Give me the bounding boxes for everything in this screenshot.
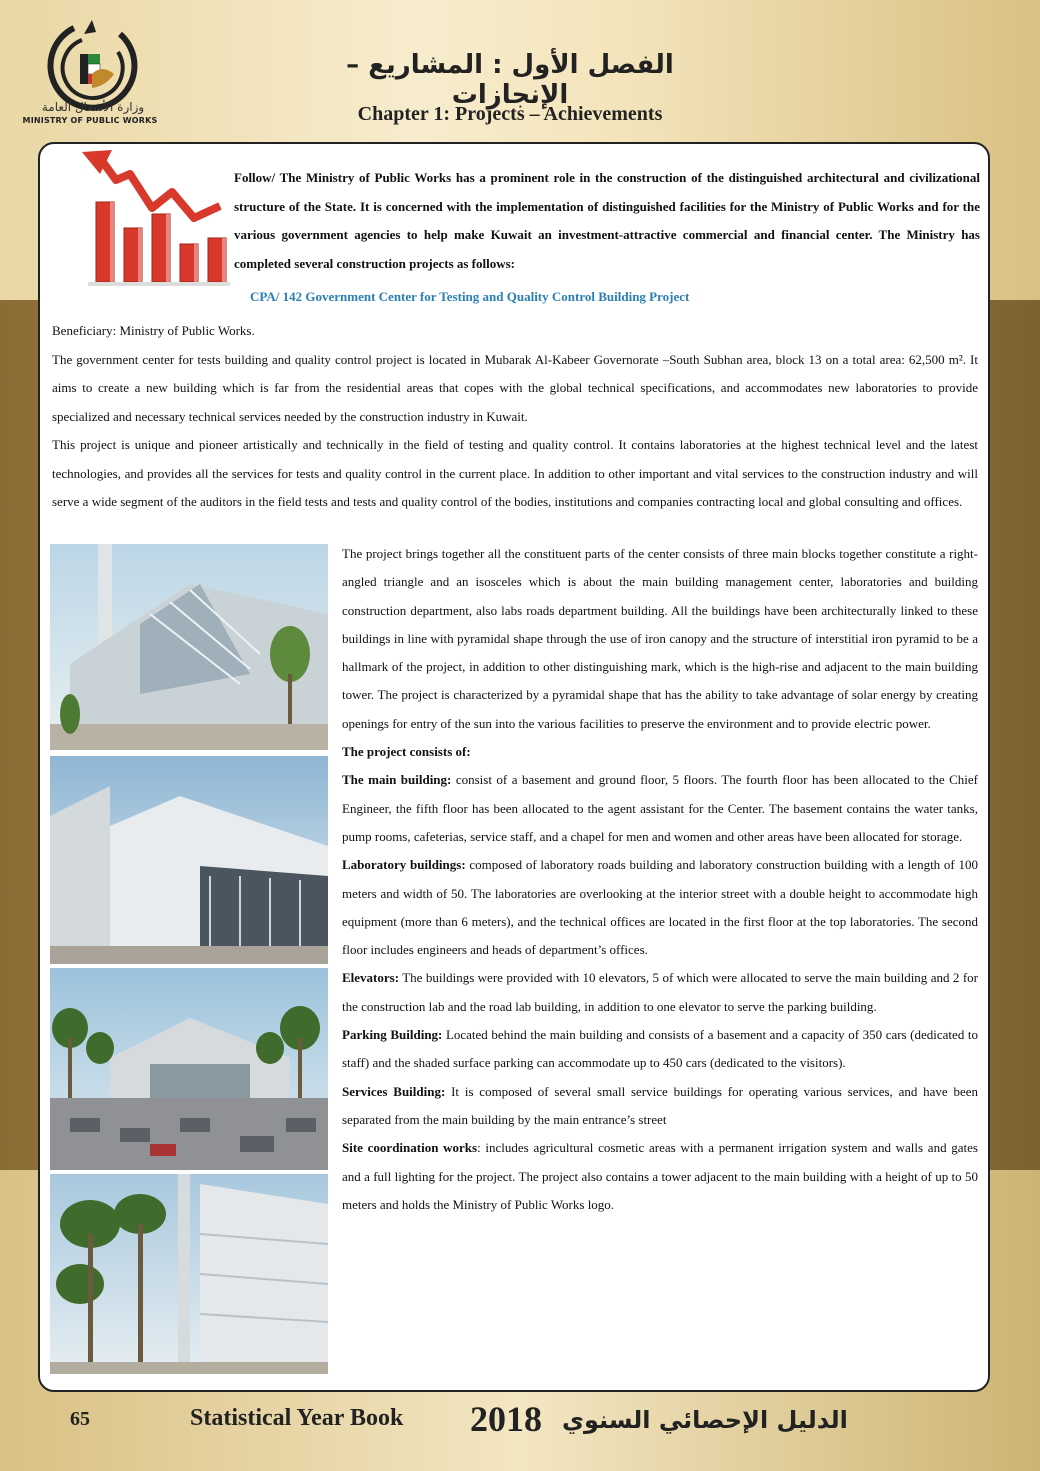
footer-title-arabic: الدليل الإحصائي السنوي — [562, 1406, 848, 1434]
laboratory-item: Laboratory buildings: composed of laboratory roads building and laboratory construction building with a length of 100 meters and width of 50. The laboratories are overlooking at the interior street with a double height to accommodate high equipment (more than 6 meters), and the technical offices are located in the first floor at the top laboratories. The second floor includes engineers and heads of department’s offices. — [342, 857, 978, 958]
footer-year: 2018 — [470, 1399, 542, 1439]
services-item: Services Building: It is composed of several small service buildings for operating various services, and have been separated from the main building by the main entrance’s street — [342, 1083, 978, 1127]
overview-paragraph: The project brings together all the constituent parts of the center consists of three main blocks together constitute a right-angled triangle and an isosceles which is about the main building management center, laboratories and building construction department, also labs roads department building. All the buildings have been architecturally linked to these buildings in line with pyramidal shape through the use of iron canopy and the structure of interstitial iron pyramid to be a hallmark of the project, in addition to other distinguishing mark, which is the high-rise and adjacent to the main building tower. The project is characterized by a pyramidal shape that has the ability to take advantage of solar energy by creating openings for entry of the sun into the various facilities to preserve the environment and to provide electric power. — [342, 546, 978, 731]
building-photo-2 — [50, 756, 328, 964]
intro-paragraph: Follow/ The Ministry of Public Works has a prominent role in the construction of the distinguished architectural and civilizational structure of the State. It is concerned with the implementation of distinguished facilities for the Ministry of Public Works and for the various government agencies to help make Kuwait an investment-attractive commercial and financial center. The Ministry has completed several construction projects as follows: — [234, 170, 980, 271]
main-building-item: The main building: consist of a basement and ground floor, 5 floors. The fourth floor has been allocated to the Chief Engineer, the fifth floor has been allocated to the agent assistant for the Center. The basement contains the water tanks, pump rooms, cafeterias, service staff, and a chapel for men and women and other areas have been allocated for storage. — [342, 772, 978, 844]
site-works-item: Site coordination works: includes agricultural cosmetic areas with a permanent irrigation system and walls and gates and a full lighting for the project. The project also contains a tower adjacent to the main building with a height of up to 50 meters and holds the Ministry of Public Works logo. — [342, 1140, 978, 1212]
chapter-title-arabic: الفصل الأول : المشاريع – الإنجازات — [346, 50, 674, 110]
logo-arabic-text: وزارة الأشغال العامة — [41, 100, 145, 114]
page-number: 65 — [70, 1408, 90, 1430]
building-photo-4 — [50, 1174, 328, 1374]
footer-title: Statistical Year Book — [190, 1405, 404, 1431]
uniqueness-paragraph: This project is unique and pioneer artistically and technically in the field of testing and quality control. It contains laboratories at the highest technical level and the latest technologies, and provides all the services for tests and quality control in the current place. In addition to other important and vital services to the construction industry and will serve a wide segment of the auditors in the field tests and tests and quality control of the bodies, institutions and companies contracting local and global consulting and offices. — [52, 437, 978, 509]
chapter-title: Chapter 1: Projects – Achievements — [357, 103, 663, 125]
project-title: CPA/ 142 Government Center for Testing and Quality Control Building Project — [250, 289, 690, 304]
content-card — [38, 142, 990, 1392]
project-details — [342, 540, 978, 1219]
parking-item: Parking Building: Located behind the main building and consists of a basement and a capacity of 350 cars (dedicated to staff) and the shaded surface parking can accommodate up to 450 cars (dedicated to the visitors). — [342, 1027, 978, 1071]
description-block — [52, 317, 978, 517]
declining-chart-icon — [60, 148, 235, 288]
logo-english-text: MINISTRY OF PUBLIC WORKS — [22, 116, 158, 125]
beneficiary-text: Beneficiary: Ministry of Public Works. — [52, 323, 255, 338]
elevators-item: Elevators: The buildings were provided with 10 elevators, 5 of which were allocated to serve the main building and 2 for the construction lab and the road lab building, in addition to one elevator to serve the parking building. — [342, 970, 978, 1014]
building-photo-1 — [50, 544, 328, 750]
location-paragraph: The government center for tests building and quality control project is located in Mubarak Al-Kabeer Governorate –South Subhan area, block 13 on a total area: 62,500 m². It aims to create a new building which is far from the residential areas that copes with the global technical specifications, and accommodates new laboratories to provide specialized and necessary technical services needed by the construction industry in Kuwait. — [52, 351, 978, 424]
building-photo-3 — [50, 968, 328, 1170]
consists-heading: The project consists of: — [342, 744, 471, 760]
